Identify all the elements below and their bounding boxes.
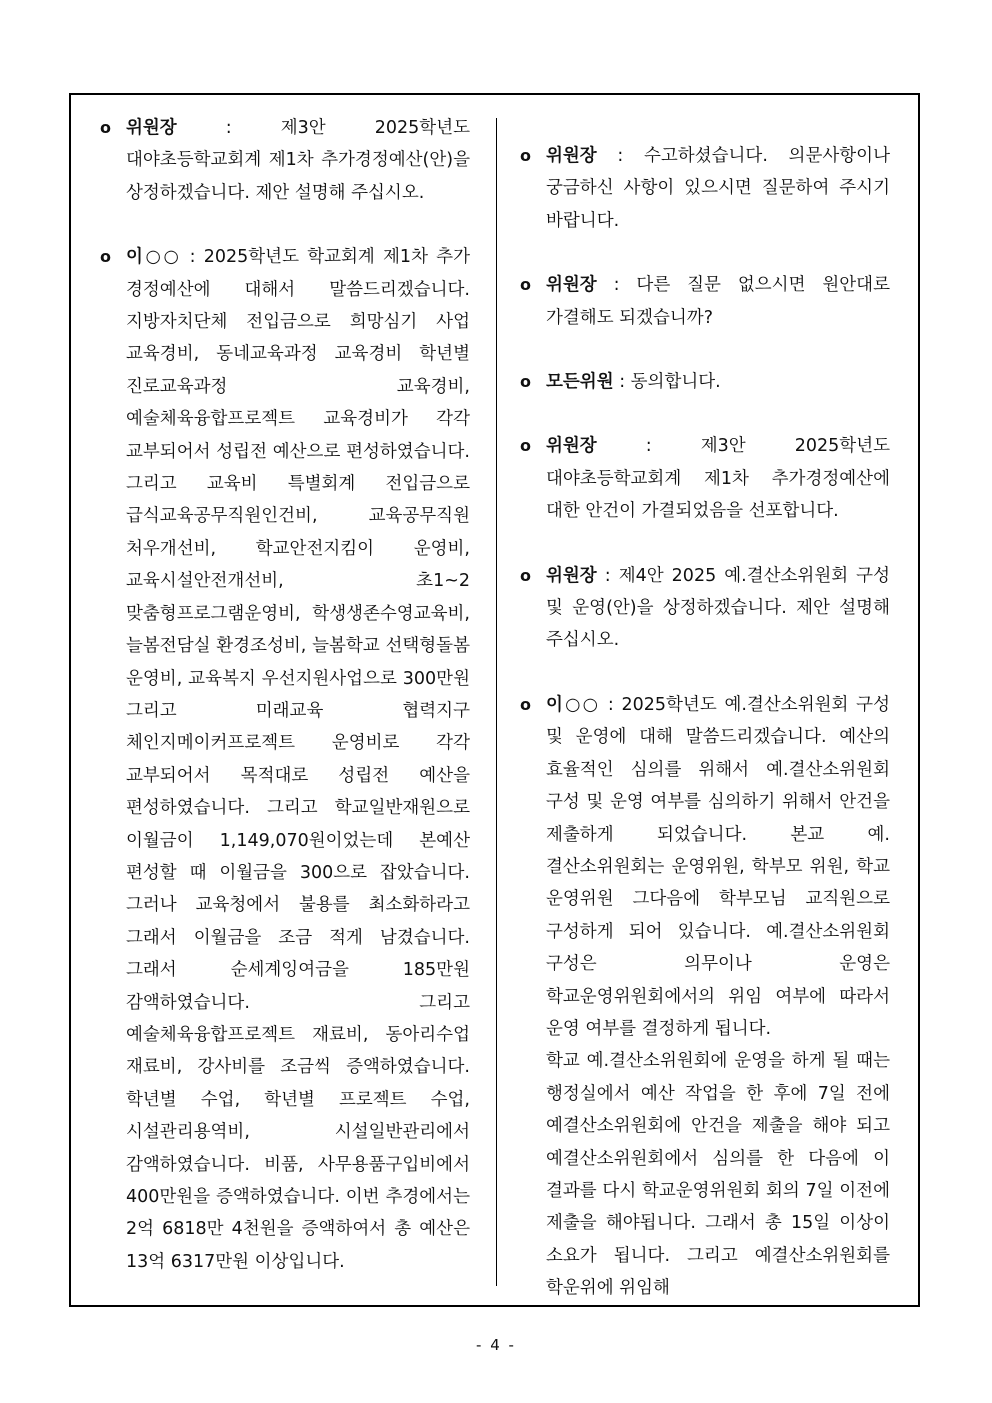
entry-continuation: 학교 예.결산소위원회에 운영을 하게 될 때는 행정실에서 예산 작업을 한 후에 7일 전에 예결산소위원회에 안건을 제출을 해야 되고 예결산소위원회에서 심의를 한 다음에 이 결과를 다시 학교운영위원회 회의 7일 이전에 제출을 해야됩니다. 그래서 총 15일 이상이 소요가 됩니다. 그리고 예결산소위원회를 학운위에 위임해 <box>546 1051 890 1299</box>
left-column <box>100 112 470 1310</box>
entry-text: : 수고하셨습니다. 의문사항이나 궁금하신 사항이 있으시면 질문하여 주시기 바랍니다. <box>546 146 890 231</box>
speaker-name: 이○○ <box>546 694 601 715</box>
minutes-entry <box>520 689 890 1305</box>
entry-text: : 2025학년도 학교회계 제1차 추가 경정예산에 대해서 말씀드리겠습니다. 지방자치단체 전입금으로 희망심기 사업 교육경비, 동네교육과정 교육경비 학년별 진로교육과정 교육경비, 예술체육융합프로젝트 교육경비가 각각 교부되어서 성립전 예산으로 편성하였습니다. 그리고 교육비 특별회계 전입금으로 급식교육공무직원인건비, 교육공무직원 처우개선비, 학교안전지킴이 운영비, 교육시설안전개선비, 초1~2 맞춤형프로그램운영비, 학생생존수영교육비, 늘봄전담실 환경조성비, 늘봄학교 선택형돌봄 운영비, 교육복지 우선지원사업으로 300만원 그리고 미래교육 협력지구 체인지메이커프로젝트 운영비로 각각 교부되어서 목적대로 성립전 예산을 편성하였습니다. 그리고 학교일반재원으로 이월금이 1,149,070원이었는데 본예산 편성할 때 이월금을 300으로 잡았습니다. 그러나 교육청에서 불용를 최소화하라고 그래서 이월금을 조금 적게 남겼습니다. 그래서 순세계잉여금을 185만원 감액하였습니다. 그리고 예술체육융합프로젝트 재료비, 동아리수업 재료비, 강사비를 조금씩 증액하였습니다. 학년별 수업, 학년별 프로젝트 수업, 시설관리용역비, 시설일반관리에서 감액하였습니다. 비품, 사무용품구입비에서 400만원을 증액하였습니다. 이번 추경에서는 2억 6818만 4천원을 증액하여서 총 예산은 13억 6317만원 이상입니다. <box>126 247 470 1272</box>
bullet-marker: o <box>520 565 531 585</box>
entry-text: : 제3안 2025학년도 대야초등학교회계 제1차 추가경정예산(안)을 상정하겠습니다. 제안 설명해 주십시오. <box>126 118 470 203</box>
speaker-name: 위원장 <box>126 118 177 138</box>
bullet-marker: o <box>520 275 531 295</box>
minutes-entry <box>520 269 890 334</box>
speaker-name: 모든위원 <box>546 372 614 393</box>
speaker-name: 이○○ <box>126 247 182 268</box>
minutes-entry <box>100 112 470 209</box>
bullet-marker: o <box>520 372 531 392</box>
bullet-marker: o <box>520 694 531 714</box>
speaker-name: 위원장 <box>546 436 597 457</box>
minutes-entry <box>520 366 890 398</box>
entry-body <box>546 140 890 237</box>
minutes-entry <box>520 430 890 527</box>
column-divider <box>496 118 497 1286</box>
entry-first-paragraph <box>546 689 890 1045</box>
bullet-marker: o <box>520 436 531 456</box>
entry-text: : 다른 질문 없으시면 원안대로 가결해도 되겠습니까? <box>546 275 890 328</box>
minutes-entry <box>520 560 890 657</box>
entry-body <box>546 269 890 334</box>
entry-body <box>126 112 470 209</box>
bullet-marker: o <box>100 247 111 267</box>
minutes-entry <box>100 241 470 1278</box>
entry-body <box>546 560 890 657</box>
minutes-entry <box>520 140 890 237</box>
entry-text: : 제3안 2025학년도 대야초등학교회계 제1차 추가경정예산에 대한 안건이 가결되었음을 선포합니다. <box>546 436 890 522</box>
entry-body <box>546 689 890 1305</box>
entry-text: : 동의합니다. <box>613 372 721 393</box>
entry-text: : 2025학년도 예.결산소위원회 구성 및 운영에 대해 말씀드리겠습니다. 예산의 효율적인 심의를 위해서 예.결산소위원회 구성 및 운영 여부를 심의하기 위해서 안건을 제출하게 되었습니다. 본교 예.결산소위원회는 운영위원, 학부모 위원, 학교 운영위원 그다음에 학부모님 교직원으로 구성하게 되어 있습니다. 예.결산소위원회 구성은 의무이나 운영은 학교운영위원회에서의 위임 여부에 따라서 운영 여부를 결정하게 됩니다. <box>546 694 890 1039</box>
speaker-name: 위원장 <box>546 146 597 166</box>
entry-body <box>126 241 470 1278</box>
bullet-marker: o <box>520 146 531 165</box>
entry-body <box>546 430 890 527</box>
speaker-name: 위원장 <box>546 565 597 586</box>
entry-text: : 제4안 2025 예.결산소위원회 구성 및 운영(안)을 상정하겠습니다. 제안 설명해 주십시오. <box>546 565 890 651</box>
entry-body <box>546 366 890 398</box>
page-number: - 4 - <box>476 1336 516 1354</box>
bullet-marker: o <box>100 118 111 137</box>
right-column <box>520 140 890 1337</box>
speaker-name: 위원장 <box>546 275 597 296</box>
